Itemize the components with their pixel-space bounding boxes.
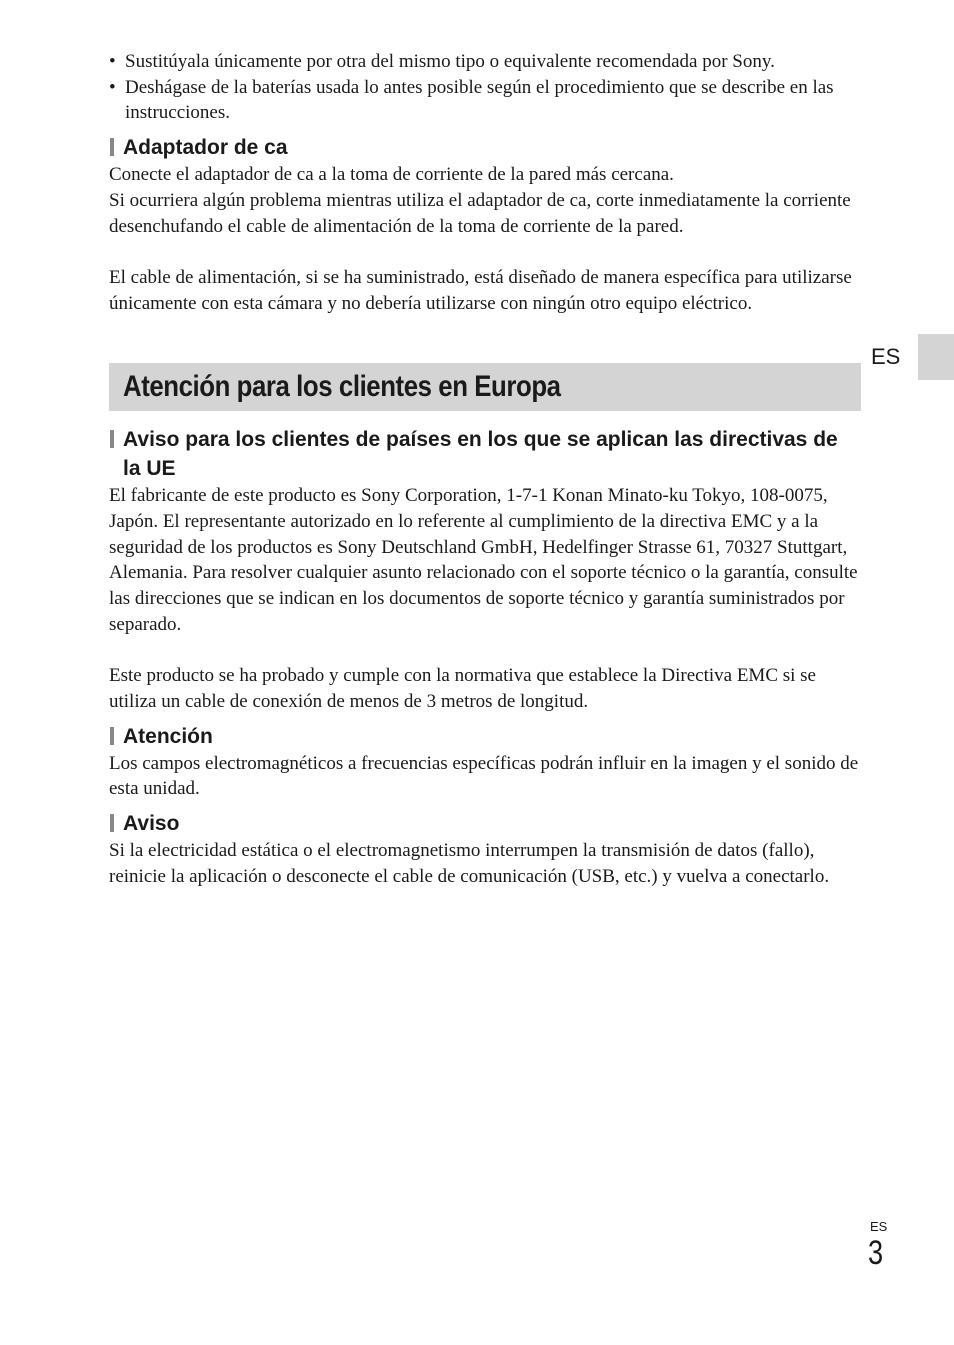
heading-text: Adaptador de ca [123, 136, 288, 160]
paragraph: Si la electricidad estática o el electromagnetismo interrumpen la transmisión de datos (fallo), reinicie la aplicación o desconecte el cable de comunicación (USB, etc.) y vuelva a conectarlo. [109, 840, 830, 887]
heading-text: Atención [123, 724, 213, 748]
bullet-symbol: • [109, 76, 116, 98]
paragraph: Los campos electromagnéticos a frecuencias específicas podrán influir en la imagen y el sonido de esta unidad. [109, 752, 859, 800]
battery-bullet-list [109, 49, 861, 126]
list-item [109, 49, 861, 75]
language-side-tab [918, 334, 954, 380]
heading-bar-icon [110, 138, 114, 156]
heading-text: Aviso para los clientes de países en los que se aplican las directivas de la UE [123, 428, 838, 481]
footer-language: ES [870, 1219, 888, 1234]
paragraph: Este producto se ha probado y cumple con la normativa que establece la Directiva EMC si se utiliza un cable de conexión de menos de 3 metros de longitud. [109, 665, 816, 712]
bullet-symbol: • [109, 51, 116, 72]
heading-adaptador [109, 133, 861, 162]
section-banner [109, 363, 861, 411]
heading-bar-icon [110, 430, 114, 448]
bullet-text: Deshágase de la baterías usada lo antes posible según el procedimiento que se describe en las instrucciones. [125, 76, 834, 124]
paragraph: El cable de alimentación, si se ha suministrado, está diseñado de manera específica para utilizarse únicamente con esta cámara y no debería utilizarse con ningún otro equipo eléctrico. [109, 266, 852, 314]
paragraph: Conecte el adaptador de ca a la toma de corriente de la pared más cercana. [109, 164, 674, 186]
page-number: 3 [868, 1234, 884, 1272]
section-title: Atención para los clientes en Europa [123, 370, 561, 404]
heading-bar-icon [110, 727, 114, 745]
language-side-label: ES [871, 344, 901, 369]
paragraph: El fabricante de este producto es Sony Corporation, 1-7-1 Konan Minato-ku Tokyo, 108-0075, Japón. El representante autorizado en lo referente al cumplimiento de la directiva EMC y a la seguridad de los productos es Sony Deutschland GmbH, Hedelfinger Strasse 61, 70327 Stuttgart, Alemania. Para resolver cualquier asunto relacionado con el soporte técnico o la garantía, consulte las direcciones que se indican en los documentos de soporte técnico y garantía suministrados por separado. [109, 485, 858, 635]
heading-aviso [109, 809, 861, 838]
heading-text: Aviso [123, 812, 180, 836]
heading-atencion [109, 722, 861, 751]
paragraph: Si ocurriera algún problema mientras utiliza el adaptador de ca, corte inmediatamente la corriente desenchufando el cable de alimentación de la toma de corriente de la pared. [109, 189, 851, 237]
bullet-text: Sustitúyala únicamente por otra del mismo tipo o equivalente recomendada por Sony. [125, 51, 775, 72]
heading-aviso-ue [109, 425, 861, 483]
page-content [109, 49, 861, 889]
list-item [109, 75, 861, 126]
heading-bar-icon [110, 814, 114, 832]
